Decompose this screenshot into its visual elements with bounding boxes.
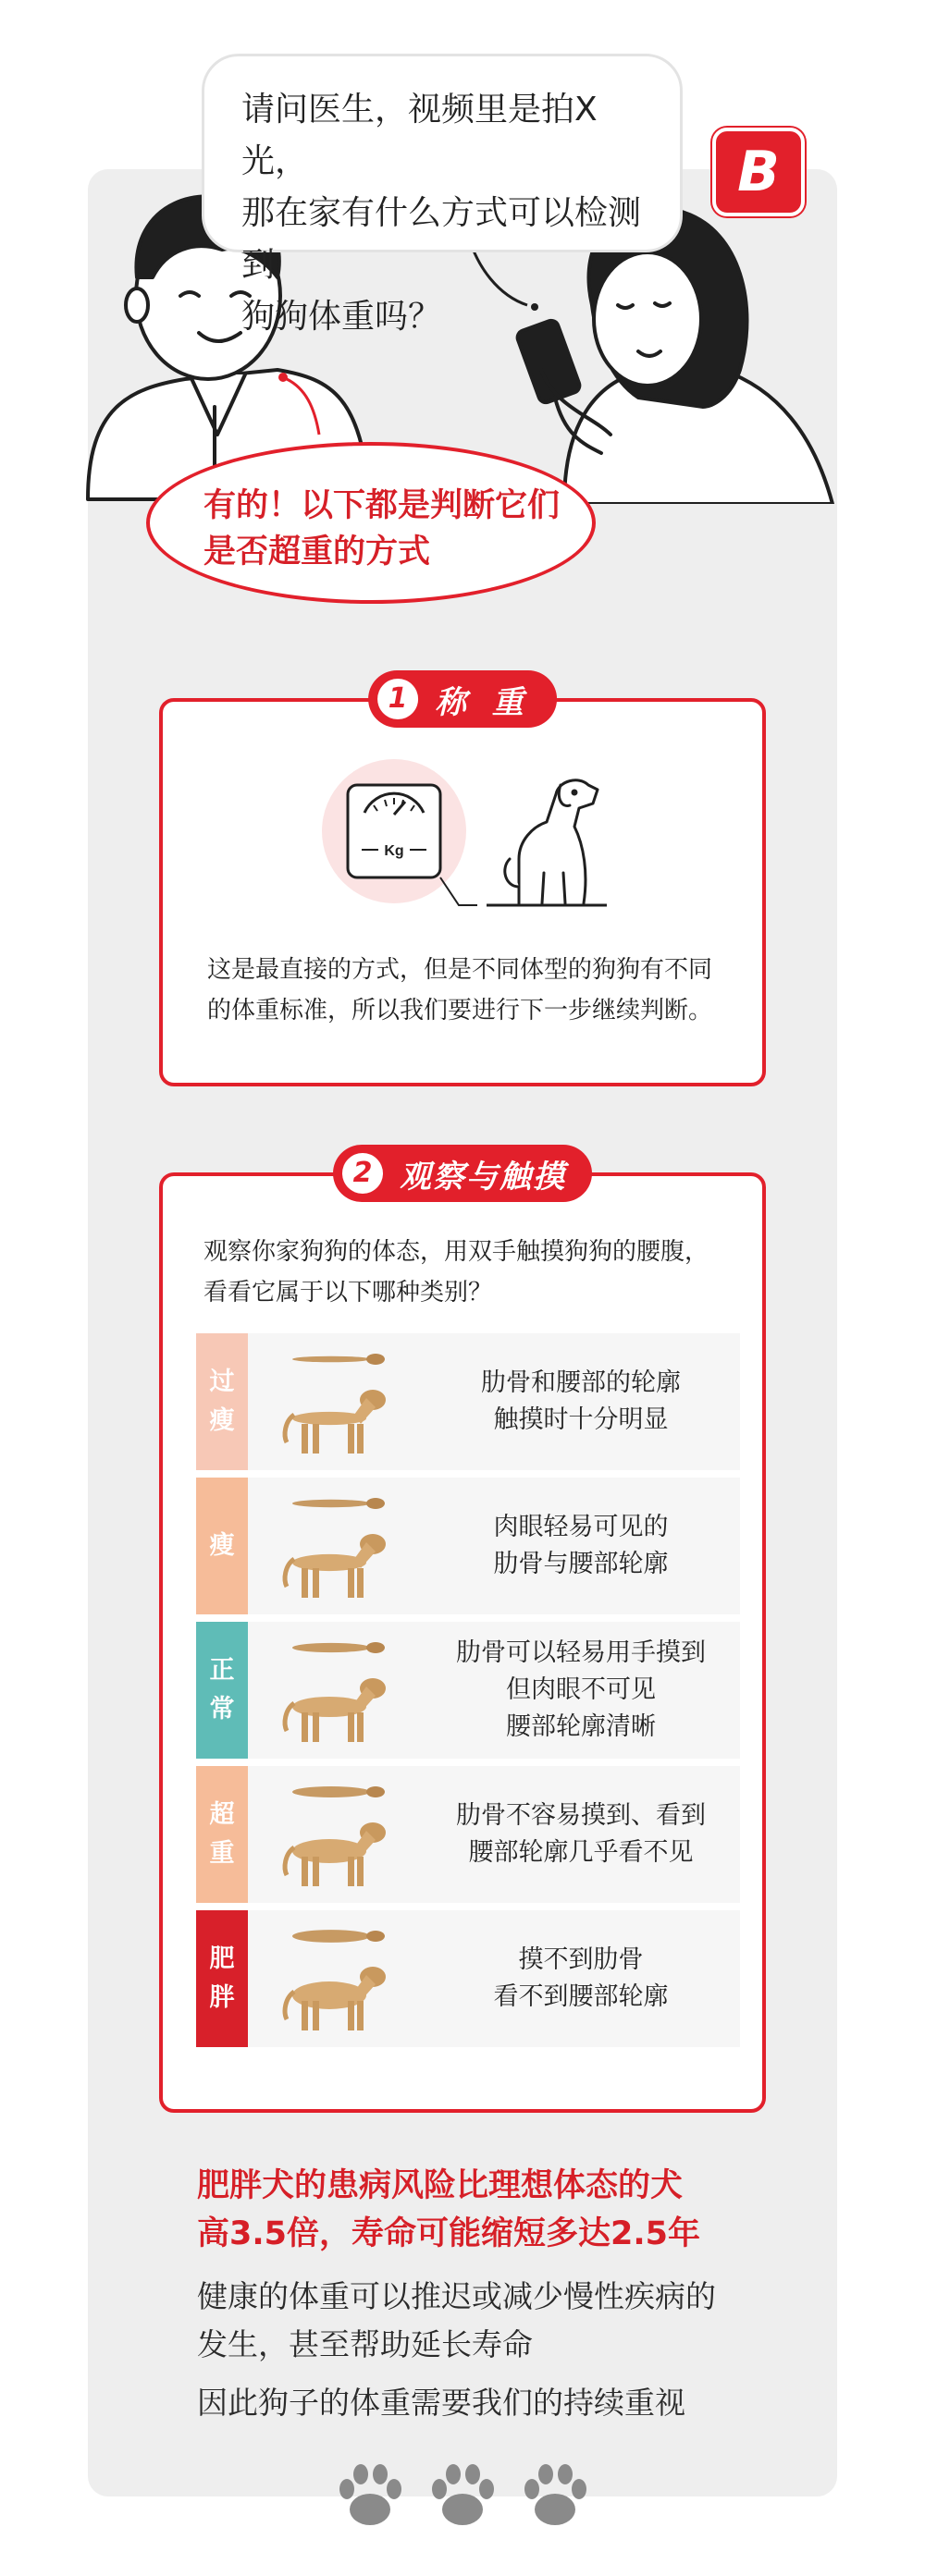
observe-title	[333, 1145, 592, 1202]
dog-illustration	[248, 1622, 422, 1759]
condition-description-line: 肋骨不容易摸到、看到	[456, 1801, 706, 1830]
dog-illustration	[248, 1333, 422, 1470]
weighing-card	[159, 682, 766, 1086]
condition-description-line: 肋骨可以轻易用手摸到	[456, 1638, 706, 1667]
condition-description-line: 腰部轮廓几乎看不见	[468, 1838, 694, 1867]
condition-description	[422, 1622, 740, 1759]
condition-label-char: 瘦	[209, 1531, 235, 1560]
dog-leg	[313, 1424, 319, 1454]
condition-description	[422, 1910, 740, 2047]
section-title: 观察与触摸	[400, 1158, 566, 1196]
answer-bubble	[146, 442, 596, 604]
condition-label-char: 瘦	[209, 1406, 235, 1435]
brand-logo: B	[712, 128, 805, 216]
condition-description	[422, 1333, 740, 1470]
condition-description-line: 但肉眼不可见	[506, 1675, 656, 1704]
dog-leg	[357, 1424, 364, 1454]
dog-tail	[285, 1415, 294, 1442]
dog-leg	[302, 1568, 308, 1598]
dog-tail	[285, 1847, 294, 1875]
dog-figure	[248, 1333, 422, 1470]
question-bubble	[202, 54, 683, 336]
paw-icon	[524, 2464, 586, 2525]
condition-label	[196, 1766, 248, 1903]
dog-figure	[248, 1478, 422, 1614]
dog-leg	[313, 1712, 319, 1742]
body-condition-row	[196, 1622, 740, 1759]
health-line: 发生，甚至帮助延长寿命	[197, 2326, 533, 2362]
section-number: 2	[342, 1153, 383, 1194]
condition-description-line: 肋骨和腰部的轮廓	[481, 1368, 681, 1397]
answer-line: 有的！以下都是判断它们	[204, 487, 561, 524]
dog-top-view	[292, 1500, 370, 1507]
dog-tail	[285, 1559, 294, 1587]
condition-description	[422, 1478, 740, 1614]
dog-tail	[285, 1992, 294, 2019]
condition-label-char: 正	[209, 1656, 235, 1685]
dog-leg	[302, 1424, 308, 1454]
question-line: 那在家有什么方式可以检测到	[241, 194, 642, 284]
risk-line: 肥胖犬的患病风险比理想体态的犬	[197, 2167, 684, 2204]
body-condition-row	[196, 1766, 740, 1903]
dog-leg	[313, 1857, 319, 1886]
body-condition-row	[196, 1333, 740, 1470]
dog-illustration	[248, 1910, 422, 2047]
dog-top-head	[366, 1498, 385, 1509]
condition-description-line: 触摸时十分明显	[493, 1405, 669, 1434]
dog-top-head	[366, 1354, 385, 1365]
dog-leg	[348, 1857, 354, 1886]
dog-figure	[248, 1766, 422, 1903]
dog-leg	[357, 1857, 364, 1886]
condition-description-line: 肋骨与腰部轮廓	[493, 1550, 669, 1578]
dog-figure	[248, 1622, 422, 1759]
dog-top-view	[292, 1930, 370, 1943]
dog-top-view	[292, 1643, 370, 1652]
dog-illustration	[248, 1766, 422, 1903]
condition-description-line: 看不到腰部轮廓	[493, 1982, 669, 2011]
question-line: 狗狗体重吗？	[241, 298, 442, 336]
section-number: 1	[377, 679, 418, 719]
dog-leg	[348, 1424, 354, 1454]
weighing-description: 这是最直接的方式，但是不同体型的狗狗有不同的体重标准，所以我们要进行下一步继续判断。	[207, 956, 713, 1024]
dog-leg	[313, 2001, 319, 2030]
dog-leg	[302, 1857, 308, 1886]
dog-leg	[302, 1712, 308, 1742]
dog-illustration	[248, 1478, 422, 1614]
question-line: 请问医生，视频里是拍X光，	[241, 91, 598, 180]
dog-leg	[348, 2001, 354, 2030]
dog-icon	[505, 780, 598, 903]
dog-top-head	[366, 1642, 385, 1653]
dog-top-view	[292, 1786, 370, 1797]
dog-leg	[357, 2001, 364, 2030]
condition-label-char: 常	[209, 1695, 235, 1723]
dog-top-head	[366, 1786, 385, 1797]
condition-description	[422, 1766, 740, 1903]
risk-highlight	[197, 2162, 789, 2258]
condition-label-char: 过	[209, 1368, 235, 1396]
scale-and-dog-illustration	[320, 757, 616, 914]
dog-leg	[313, 1568, 319, 1598]
condition-label	[196, 1622, 248, 1759]
condition-label	[196, 1910, 248, 2047]
condition-description-line: 肉眼轻易可见的	[493, 1513, 669, 1541]
risk-line: 高3.5倍，寿命可能缩短多达2.5年	[197, 2215, 701, 2252]
dog-top-head	[366, 1931, 385, 1942]
dog-leg	[357, 1712, 364, 1742]
dog-tail	[285, 1703, 294, 1731]
condition-label	[196, 1478, 248, 1614]
condition-label-char: 胖	[209, 1983, 235, 2012]
attention-paragraph: 因此狗子的体重需要我们的持续重视	[197, 2385, 685, 2421]
health-line: 健康的体重可以推迟或减少慢性疾病的	[197, 2278, 716, 2314]
dog-leg	[348, 1568, 354, 1598]
observe-card	[159, 1157, 766, 2113]
condition-description-line: 摸不到肋骨	[518, 1945, 644, 1974]
condition-label	[196, 1333, 248, 1470]
condition-description-line: 腰部轮廓清晰	[506, 1712, 656, 1741]
dog-leg	[348, 1712, 354, 1742]
body-condition-row	[196, 1910, 740, 2047]
dog-top-view	[292, 1356, 370, 1363]
weighing-title	[368, 670, 557, 728]
section-title: 称 重	[435, 683, 531, 721]
paw-icon	[432, 2464, 494, 2525]
scale-unit: Kg	[384, 843, 404, 859]
answer-line: 是否超重的方式	[204, 534, 431, 570]
paw-prints	[328, 2454, 606, 2537]
dog-leg	[357, 1568, 364, 1598]
dog-figure	[248, 1910, 422, 2047]
condition-label-char: 超	[209, 1800, 235, 1829]
dog-leg	[302, 2001, 308, 2030]
condition-label-char: 重	[209, 1839, 235, 1868]
observe-intro: 观察你家狗狗的体态，用双手触摸狗狗的腰腹，看看它属于以下哪种类别？	[204, 1238, 709, 1306]
body-condition-row	[196, 1478, 740, 1614]
health-paragraph	[197, 2273, 789, 2369]
condition-label-char: 肥	[209, 1944, 235, 1973]
